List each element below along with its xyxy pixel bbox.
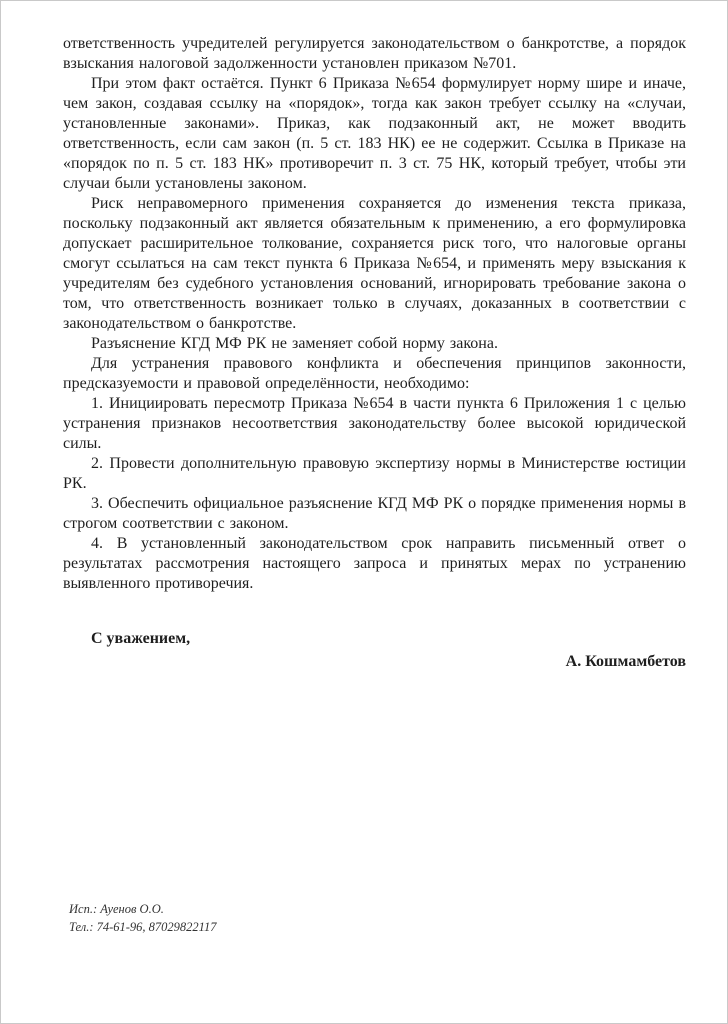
body-paragraph: ответственность учредителей регулируется законодательством о банкротстве, а порядок взыскания налоговой задолженности установлен приказом №701. bbox=[63, 35, 686, 72]
list-item-2: 2. Провести дополнительную правовую экспертизу нормы в Министерстве юстиции РК. bbox=[63, 455, 686, 492]
signature-closing: С уважением, bbox=[91, 630, 191, 647]
signature-block bbox=[63, 629, 686, 672]
body-paragraph: Разъяснение КГД МФ РК не заменяет собой норму закона. bbox=[91, 335, 498, 352]
footer-phone: Тел.: 74-61-96, 87029822117 bbox=[69, 920, 217, 934]
letter-body bbox=[63, 34, 686, 672]
list-item-1: 1. Инициировать пересмотр Приказа №654 в части пункта 6 Приложения 1 с целью устранения признаков несоответствия законодательству более высокой юридической силы. bbox=[63, 395, 686, 452]
footer-executor: Исп.: Ауенов О.О. bbox=[69, 902, 164, 916]
list-item-4: 4. В установленный законодательством срок направить письменный ответ о результатах рассмотрения настоящего запроса и принятых мерах по устранению выявленного противоречия. bbox=[63, 535, 686, 592]
body-paragraph: Риск неправомерного применения сохраняется до изменения текста приказа, поскольку подзаконный акт является обязательным к применению, а его формулировка допускает расширительное толкование, сохраняется риск того, что налоговые органы смогут ссылаться на сам текст пункта 6 Приказа №654, и применять меру взыскания к учредителям без судебного установления оснований, игнорировать требование закона о том, что ответственность возникает только в случаях, доказанных в соответствии с законодательством о банкротстве. bbox=[63, 195, 686, 332]
body-paragraph: Для устранения правового конфликта и обеспечения принципов законности, предсказуемости и правовой определённости, необходимо: bbox=[63, 355, 686, 392]
signature-name: А. Кошмамбетов bbox=[565, 653, 686, 670]
footer bbox=[69, 900, 217, 936]
body-paragraph: При этом факт остаётся. Пункт 6 Приказа №654 формулирует норму шире и иначе, чем закон, создавая ссылку на «порядок», тогда как закон требует ссылку на «случаи, установленные законами». Приказ, как подзаконный акт, не может вводить ответственность, если сам закон (п. 5 ст. 183 НК) ее не содержит. Ссылка в Приказе на «порядок по п. 5 ст. 183 НК» противоречит п. 3 ст. 75 НК, который требует, чтобы эти случаи были установлены законом. bbox=[63, 75, 686, 192]
list-item-3: 3. Обеспечить официальное разъяснение КГД МФ РК о порядке применения нормы в строгом соответствии с законом. bbox=[63, 495, 686, 532]
